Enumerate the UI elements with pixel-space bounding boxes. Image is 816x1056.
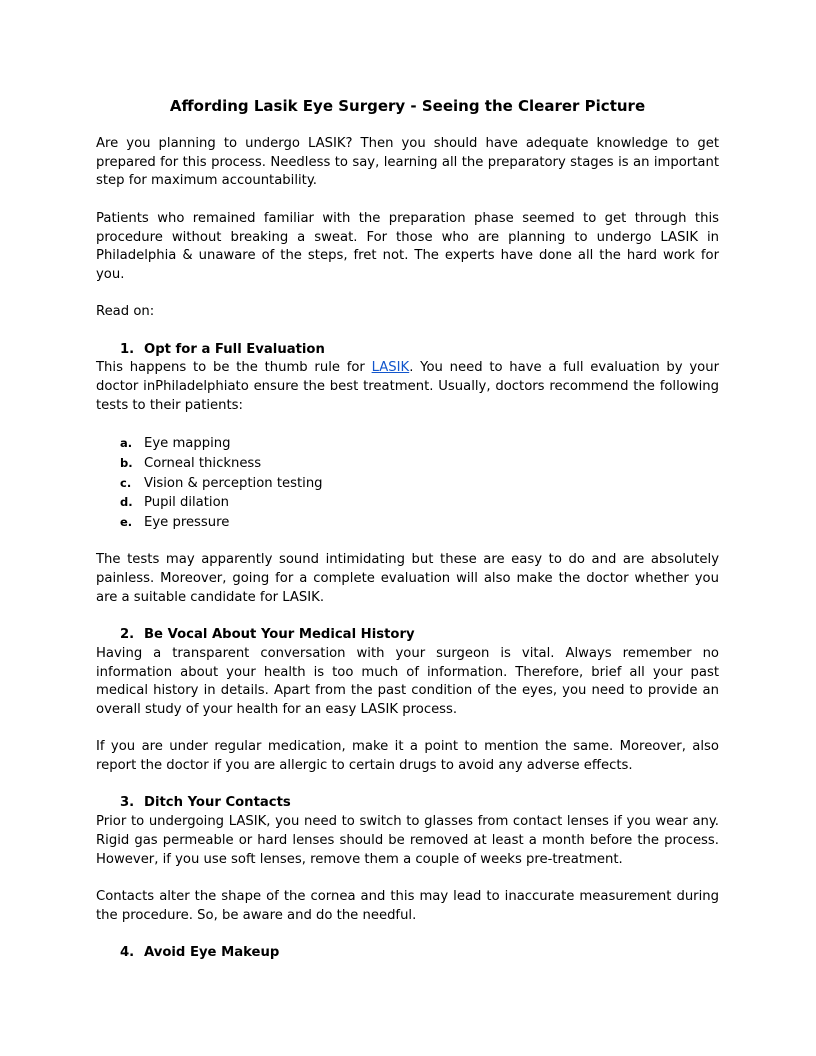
section-4-title: Avoid Eye Makeup: [144, 945, 280, 961]
list-item-text: Vision & perception testing: [144, 475, 323, 491]
section-3-paragraph-2: Contacts alter the shape of the cornea and this may lead to inaccurate measurement during the procedure. So, be aware and do the needful.: [96, 888, 719, 923]
tests-list: [96, 434, 719, 533]
intro-paragraph-2: Patients who remained familiar with the preparation phase seemed to get through this procedure without breaking a sweat. For those who are planning to undergo LASIK in Philadelphia & unaware of the steps, fret not. The experts have done all the hard work for you.: [96, 210, 719, 282]
list-item-letter: b.: [120, 455, 133, 470]
section-3-number: 3.: [120, 795, 135, 811]
list-item-text: Eye pressure: [144, 515, 230, 530]
list-item-text: Corneal thickness: [144, 455, 262, 471]
list-item: [96, 513, 719, 533]
section-1-heading: [96, 341, 719, 360]
section-2-paragraph-1: Having a transparent conversation with your surgeon is vital. Always remember no information about your health is too much of information. Therefore, brief all your past medical history in details. Apart from the past condition of the eyes, you need to provide an overall study of your health for an easy LASIK process.: [96, 645, 719, 717]
list-item-letter: d.: [120, 495, 133, 510]
intro-paragraph-1: Are you planning to undergo LASIK? Then you should have adequate knowledge to get prepared for this process. Needless to say, learning all the preparatory stages is an important step for maximum accountability.: [96, 136, 719, 189]
list-item-text: Eye mapping: [144, 436, 231, 452]
list-item: [96, 434, 719, 454]
section-1-paragraph-2: The tests may apparently sound intimidating but these are easy to do and are absolutely painless. Moreover, going for a complete evaluation will also make the doctor whether you are a suitable candidate for LASIK.: [96, 552, 719, 605]
list-item: [96, 493, 719, 513]
section-1-title: Opt for a Full Evaluation: [144, 341, 325, 357]
section-3-paragraph-1: Prior to undergoing LASIK, you need to switch to glasses from contact lenses if you wear any. Rigid gas permeable or hard lenses should be removed at least a month before the process. However, if you use soft lenses, remove them a couple of weeks pre-treatment.: [96, 814, 719, 867]
section-3-heading: [96, 794, 719, 813]
list-item-letter: a.: [120, 436, 133, 451]
lasik-link[interactable]: LASIK: [371, 360, 410, 376]
list-item-text: Pupil dilation: [144, 495, 230, 511]
list-item: [96, 454, 719, 474]
section-1-paragraph-1: [96, 359, 719, 415]
section-1-text-after-link: . You need to have a full evaluation by your doctor inPhiladelphiato ensure the best treatment. Usually, doctors recommend the following tests to their patients:: [96, 360, 719, 413]
list-item: [96, 474, 719, 494]
list-item-letter: e.: [120, 515, 133, 529]
section-4-heading: [96, 944, 719, 963]
section-2-number: 2.: [120, 627, 135, 643]
read-on-text: Read on:: [96, 304, 155, 320]
section-1-number: 1.: [120, 341, 135, 357]
list-item-letter: c.: [120, 475, 132, 490]
section-2-heading: [96, 626, 719, 645]
section-3-title: Ditch Your Contacts: [144, 795, 291, 811]
section-4-number: 4.: [120, 945, 135, 961]
section-2-paragraph-2: If you are under regular medication, make it a point to mention the same. Moreover, also report the doctor if you are allergic to certain drugs to avoid any adverse effects.: [96, 739, 719, 774]
section-2-title: Be Vocal About Your Medical History: [144, 627, 415, 643]
section-1-text-before-link: This happens to be the thumb rule for: [96, 360, 372, 376]
document-page: [96, 96, 719, 963]
page-title: Affording Lasik Eye Surgery - Seeing the Clearer Picture: [169, 97, 646, 115]
